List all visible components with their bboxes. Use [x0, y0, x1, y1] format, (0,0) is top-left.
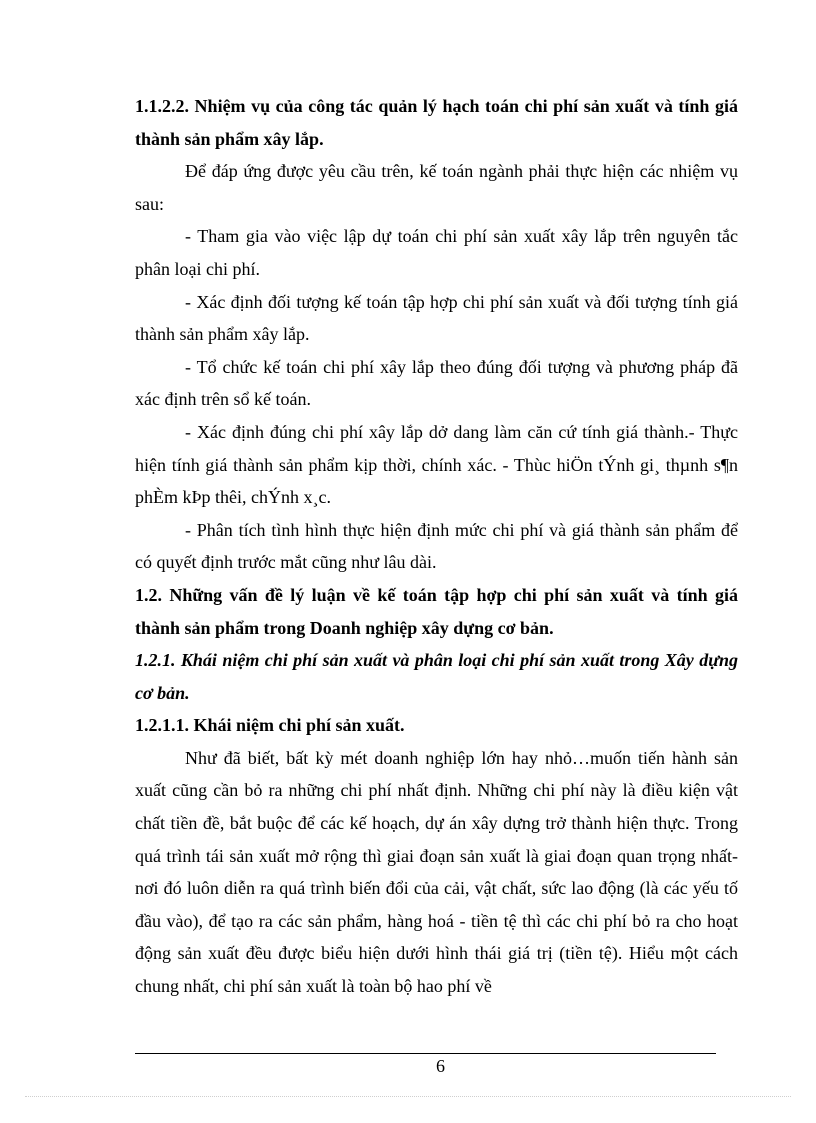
heading-1-2-1: 1.2.1. Khái niệm chi phí sản xuất và phân loại chi phí sản xuất trong Xây dựng cơ bản. [135, 650, 738, 703]
heading-1-1-2-2: 1.1.2.2. Nhiệm vụ của công tác quản lý hạch toán chi phí sản xuất và tính giá thành sản phẩm xây lắp. [135, 96, 738, 149]
paragraph-task-2: - Xác định đối tượng kế toán tập hợp chi phí sản xuất và đối tượng tính giá thành sản phẩm xây lắp. [135, 291, 738, 345]
paragraph-task-3: - Tổ chức kế toán chi phí xây lắp theo đúng đối tượng và phương pháp đã xác định trên sổ kế toán. [135, 356, 738, 410]
paragraph-definition: Như đã biết, bất kỳ mét doanh nghiệp lớn hay nhỏ…muốn tiến hành sản xuất cũng cần bỏ ra những chi phí nhất định. Những chi phí này là điều kiện vật chất tiền đề, bắt buộc để các kế hoạch, dự án xây dựng trở thành hiện thực. Trong quá trình tái sản xuất mở rộng thì giai đoạn sản xuất là giai đoạn quan trọng nhất- nơi đó luôn diễn ra quá trình biến đổi của cải, vật chất, sức lao động (là các yếu tố đầu vào), để tạo ra các sản phẩm, hàng hoá - tiền tệ thì các chi phí bỏ ra cho hoạt động sản xuất đều được biểu hiện dưới hình thái giá trị (tiền tệ). Hiểu một cách chung nhất, chi phí sản xuất là toàn bộ hao phí về [135, 747, 738, 997]
page-number: 6 [436, 1056, 445, 1076]
paragraph-task-1: - Tham gia vào việc lập dự toán chi phí sản xuất xây lắp trên nguyên tắc phân loại chi phí. [135, 226, 738, 279]
paragraph-task-4: - Xác định đúng chi phí xây lắp dở dang làm căn cứ tính giá thành.- Thực hiện tính giá thành sản phẩm kịp thời, chính xác. - Thùc hiÖn tÝnh gi¸ thµnh s¶n phÈm kÞp thêi, chÝnh x¸c. [135, 421, 738, 508]
paragraph-task-5: - Phân tích tình hình thực hiện định mức chi phí và giá thành sản phẩm để có quyết định trước mắt cũng như lâu dài. [135, 519, 738, 573]
document-body [135, 90, 738, 1003]
paragraph-intro: Để đáp ứng được yêu cầu trên, kế toán ngành phải thực hiện các nhiệm vụ sau: [135, 161, 738, 214]
heading-1-2: 1.2. Những vấn đề lý luận về kế toán tập hợp chi phí sản xuất và tính giá thành sản phẩm trong Doanh nghiệp xây dựng cơ bản. [135, 584, 738, 638]
heading-1-2-1-1: 1.2.1.1. Khái niệm chi phí sản xuất. [135, 715, 405, 736]
page-boundary-line [25, 1096, 791, 1097]
